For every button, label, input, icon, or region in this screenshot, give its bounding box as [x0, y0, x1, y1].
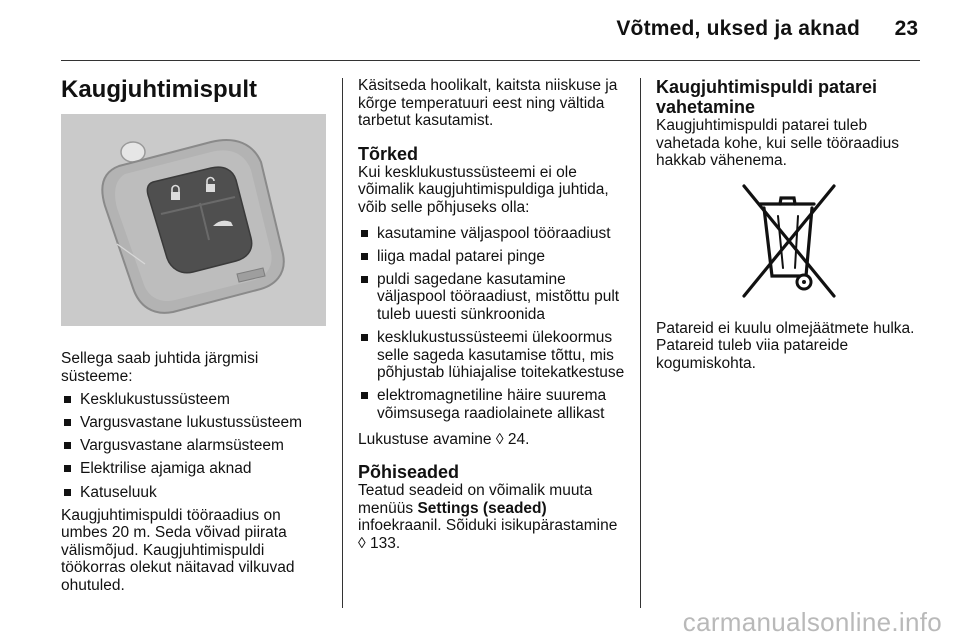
- car-remote-key-photo: [61, 114, 326, 326]
- battery-text-2: Patareid ei kuulu olmejäätmete hulka. Patareid tuleb viia patareide kogumiskohta.: [656, 319, 915, 372]
- range-text: Kaugjuhtimispuldi tööraadius on umbes 20 m. Seda võivad piirata välismõjud. Kaugjuhtimispuldi töökorras olekut näitavad vilkuvad ohutuled.: [61, 506, 295, 595]
- basic-settings-text: [358, 482, 626, 552]
- page-ref-icon: ◊: [358, 534, 366, 552]
- chapter-title: Võtmed, uksed ja aknad: [616, 17, 860, 40]
- unlock-text: Lukustuse avamine: [358, 430, 492, 448]
- handling-text: Käsitseda hoolikalt, kaitsta niiskuse ja kõrge temperatuuri eest ning vältida tarbetut kasutamist.: [358, 77, 618, 130]
- unlock-page-link[interactable]: 24.: [507, 430, 530, 448]
- header-rule: [61, 60, 920, 61]
- list-item: puldi sagedane kasutamine väljaspool tööraadiust, mistõttu pult tuleb uuesti sünkroonida: [358, 271, 626, 324]
- list-item: liiga madal patarei pinge: [358, 248, 626, 266]
- column-divider-1: [342, 78, 343, 608]
- unlock-reference: [358, 431, 626, 449]
- list-item: Katuseluuk: [61, 484, 326, 502]
- list-item: Vargusvastane alarmsüsteem: [61, 437, 326, 455]
- section-title-remote: Kaugjuhtimispult: [61, 76, 257, 103]
- basic-settings-title: Põhiseaded: [358, 462, 460, 483]
- basic-text-1: Teatud seadeid on võimalik muuta menüüs: [358, 482, 593, 517]
- battery-section-title: Kaugjuhtimispuldi patarei vahetamine: [656, 77, 878, 117]
- column-divider-2: [640, 78, 641, 608]
- column-2: [358, 77, 626, 558]
- list-item: Kesklukustussüsteem: [61, 391, 326, 409]
- basic-text-2: infoekraanil. Sõiduki isikupärastamine: [358, 517, 618, 535]
- list-item: elektromagnetiline häire suurema võimsusega raadiolainete allikast: [358, 387, 626, 422]
- systems-list: [61, 391, 326, 501]
- systems-intro: Sellega saab juhtida järgmisi süsteeme:: [61, 350, 259, 385]
- battery-text-1: Kaugjuhtimispuldi patarei tuleb vahetada kohe, kui selle tööraadius hakkab vähenema.: [656, 117, 899, 170]
- watermark: carmanualsonline.info: [682, 607, 942, 637]
- list-item: Elektrilise ajamiga aknad: [61, 460, 326, 478]
- column-3: [656, 77, 922, 379]
- page-ref-icon: ◊: [495, 430, 504, 448]
- column-1: [61, 76, 326, 601]
- list-item: kasutamine väljaspool tööraadiust: [358, 225, 626, 243]
- personalisation-page-link[interactable]: 133.: [369, 534, 401, 552]
- faults-intro: Kui kesklukustussüsteemi ei ole võimalik kaugjuhtimispuldiga juhtida, võib selle põhjuseks olla:: [358, 163, 609, 216]
- faults-list: [358, 225, 626, 423]
- list-item: Vargusvastane lukustussüsteem: [61, 414, 326, 432]
- crossed-out-wheelie-bin-icon: [734, 178, 844, 306]
- list-item: kesklukustussüsteemi ülekoormus selle sageda kasutamise tõttu, mis põhjustab lühiajalise toitekatkestuse: [358, 329, 626, 382]
- page-number: 23: [894, 17, 918, 40]
- faults-title: Tõrked: [358, 143, 419, 164]
- settings-menu-label: Settings (seaded): [417, 499, 547, 517]
